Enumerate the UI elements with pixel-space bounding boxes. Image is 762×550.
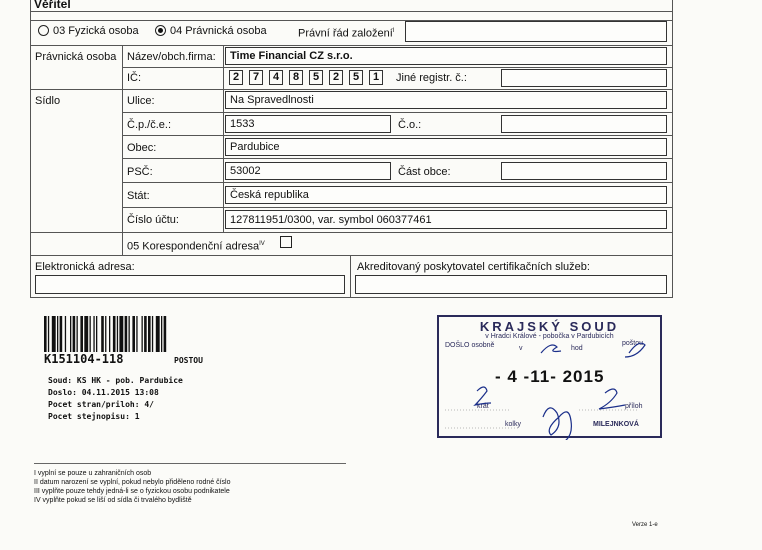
footnote-2: II datum narození se vyplní, pokud nebylo přiděleno rodné číslo (34, 479, 231, 486)
barcode-bar (90, 316, 91, 352)
ulice-value: Na Spravedlnosti (230, 94, 314, 106)
barcode-pocet: Pocet stran/priloh: 4/ (48, 400, 154, 409)
barcode-bar (113, 316, 116, 352)
psc-label: PSČ: (127, 166, 153, 178)
ic-digit-2[interactable]: 7 (249, 70, 263, 85)
co-field[interactable] (501, 115, 667, 133)
ucet-field[interactable] (225, 210, 667, 229)
stamp-date: - 4 -11- 2015 (495, 367, 605, 386)
stamp-v: v (519, 345, 523, 352)
obec-field[interactable] (225, 138, 667, 156)
barcode-postou: POSTOU (174, 356, 203, 365)
akreditovany-label: Akreditovaný poskytovatel certifikačních služeb: (357, 261, 590, 273)
elektronicka-field[interactable] (35, 275, 345, 294)
barcode-label (44, 316, 214, 421)
barcode-bar (125, 316, 128, 352)
barcode-soud: Soud: KS HK - pob. Pardubice (48, 376, 183, 385)
stamp-priloh: příloh (625, 403, 643, 410)
nazev-value: Time Financial CZ s.r.o. (230, 50, 353, 62)
barcode-bar (119, 316, 123, 352)
barcode-bar (129, 316, 130, 352)
stamp-title: KRAJSKÝ SOUD (479, 319, 620, 334)
barcode-bar (161, 316, 162, 352)
stat-value: Česká republika (230, 189, 309, 201)
barcode-bar (65, 316, 66, 352)
barcode-stejnopisu: Pocet stejnopisu: 1 (48, 412, 140, 421)
barcode-bar (148, 316, 151, 352)
ucet-label: Číslo účtu: (127, 214, 179, 226)
ic-digit-8[interactable]: 1 (369, 70, 383, 85)
akreditovany-field[interactable] (355, 275, 667, 294)
barcode-bar (136, 316, 137, 352)
stamp-name: MILEJNKOVÁ (593, 421, 639, 428)
stamp-doslo: DOŠLO osobně (445, 342, 495, 349)
radio-pravnicka[interactable] (155, 25, 166, 36)
barcode-bar (84, 316, 88, 352)
cp-value: 1533 (230, 118, 255, 130)
footnote-4: IV vyplňte pokud se liší od sídla či trvalého bydliště (34, 497, 192, 504)
barcode-bar (52, 316, 56, 352)
stamp-krat: krát (477, 403, 489, 410)
barcode-bar (80, 316, 83, 352)
ic-digit-1[interactable]: 2 (229, 70, 243, 85)
barcode-bar (77, 316, 78, 352)
nazev-field[interactable] (225, 47, 667, 65)
version-label: Verze 1-e (632, 522, 658, 528)
cp-field[interactable] (225, 115, 391, 133)
barcode-bar (109, 316, 110, 352)
barcode-doslo: Doslo: 04.11.2015 13:08 (48, 388, 159, 397)
barcode-bar (152, 316, 153, 352)
radio-selected-dot (158, 28, 163, 33)
radio-fyzicka[interactable] (38, 25, 49, 36)
ic-digit-6[interactable]: 2 (329, 70, 343, 85)
stamp-postou: poštou (622, 340, 644, 347)
nazev-label: Název/obch.firma: (127, 51, 216, 63)
barcode-bar (132, 316, 135, 352)
ic-digit-5[interactable]: 5 (309, 70, 323, 85)
option-pravnicka-label: 04 Právnická osoba (170, 25, 267, 37)
ic-digit-3[interactable]: 4 (269, 70, 283, 85)
barcode-bar (57, 316, 58, 352)
sidlo-label: Sídlo (35, 95, 61, 107)
option-fyzicka-label: 03 Fyzická osoba (53, 25, 139, 37)
jine-registr-label: Jiné registr. č.: (396, 72, 467, 84)
obec-value: Pardubice (230, 141, 280, 153)
handwritten-signature-icon (439, 317, 664, 440)
barcode-bar (60, 316, 63, 352)
barcode-bar (101, 316, 104, 352)
barcode-bar (70, 316, 71, 352)
ulice-label: Ulice: (127, 95, 155, 107)
cp-label: Č.p./č.e.: (127, 119, 172, 131)
footnote-1: I vyplní se pouze u zahraničních osob (34, 470, 152, 477)
psc-value: 53002 (230, 165, 261, 177)
barcode-bar (48, 316, 49, 352)
barcode-bar (93, 316, 94, 352)
stamp-line1: v Hradci Králové - pobočka v Pardubicích (485, 333, 614, 340)
ic-digit-4[interactable]: 8 (289, 70, 303, 85)
barcode-code: K151104-118 (44, 352, 124, 366)
court-stamp (437, 315, 662, 438)
barcode-bar (142, 316, 143, 352)
ic-digit-7[interactable]: 5 (349, 70, 363, 85)
barcode-bar (117, 316, 118, 352)
barcode-icon (44, 316, 214, 352)
pravnicka-osoba-label: Právnická osoba (35, 51, 117, 63)
pravni-rad-label: Právní řád založení$^I$ (298, 27, 395, 40)
section-title: Věřitel (34, 0, 71, 11)
ic-label: IČ: (127, 72, 142, 84)
pravni-rad-field[interactable] (405, 21, 667, 42)
barcode-bar (96, 316, 97, 352)
footnote-3: III vyplňte pouze tehdy jedná-li se o fyzickou osobu podnikatele (34, 488, 230, 495)
stat-field[interactable] (225, 186, 667, 204)
barcode-bar (105, 316, 106, 352)
obec-label: Obec: (127, 142, 157, 154)
barcode-bar (144, 316, 147, 352)
co-label: Č.o.: (398, 119, 422, 131)
barcode-bar (73, 316, 76, 352)
barcode-bar (44, 316, 47, 352)
psc-field[interactable] (225, 162, 391, 180)
cast-obce-field[interactable] (501, 162, 667, 180)
ucet-value: 127811951/0300, var. symbol 060377461 (230, 214, 432, 226)
barcode-bar (156, 316, 160, 352)
jine-registr-field[interactable] (501, 69, 667, 87)
cast-obce-label: Část obce: (398, 166, 451, 178)
stamp-hod: hod (571, 345, 583, 352)
koresp-checkbox[interactable] (280, 236, 292, 248)
elektronicka-label: Elektronická adresa: (35, 261, 135, 273)
stamp-kolky: kolky (505, 421, 521, 428)
barcode-bar (164, 316, 167, 352)
ulice-field[interactable] (225, 91, 667, 109)
koresp-label: 05 Korespondenční adresa$^{IV}$ (127, 240, 265, 253)
stat-label: Stát: (127, 190, 150, 202)
